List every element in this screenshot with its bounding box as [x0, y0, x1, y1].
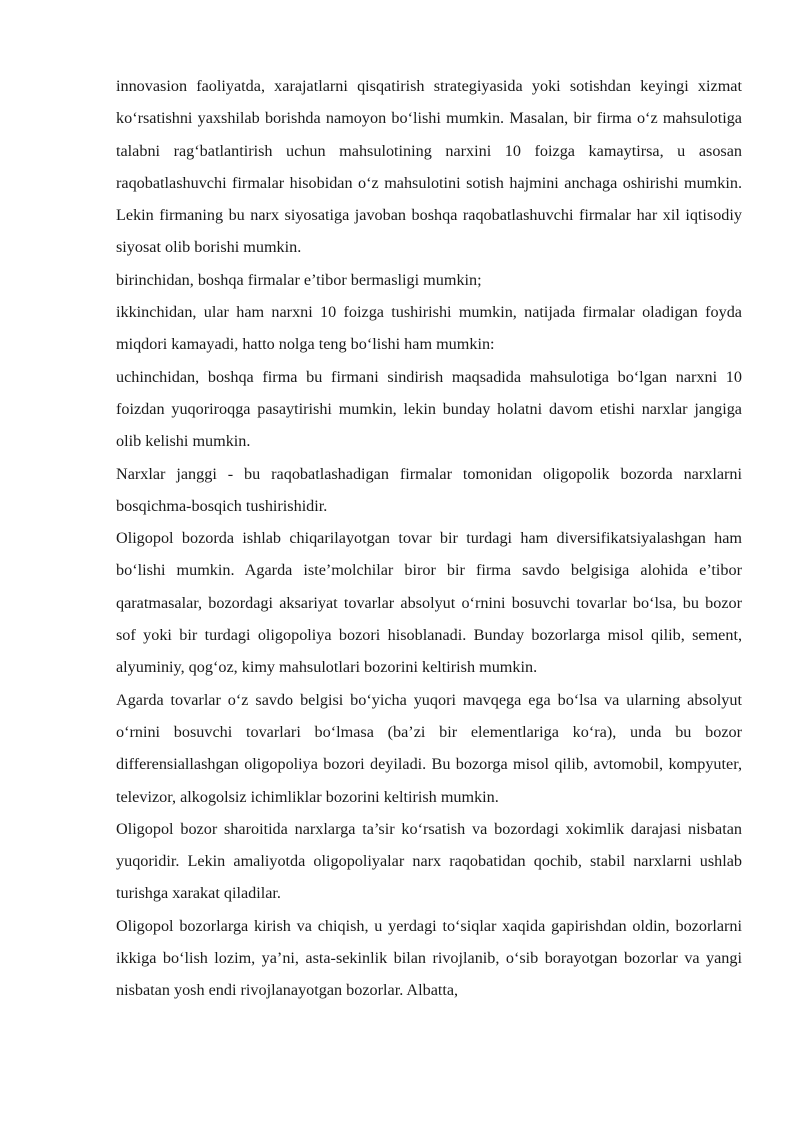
body-text	[116, 70, 742, 1007]
paragraph-1: innovasion faoliyatda, xarajatlarni qisqatirish strategiyasida yoki sotishdan keyingi xizmat ko‘rsatishni yaxshilab borishda namoyon bo‘lishi mumkin. Masalan, bir firma o‘z mahsulotiga talabni rag‘batlantirish uchun mahsulotining narxini 10 foizga kamaytirsa, u asosan raqobatlashuvchi firmalar hisobidan o‘z mahsulotini sotish hajmini anchaga oshirishi mumkin. Lekin firmaning bu narx siyosatiga javoban boshqa raqobatlashuvchi firmalar har xil iqtisodiy siyosat olib borishi mumkin.	[116, 77, 742, 257]
paragraph-8: Oligopol bozor sharoitida narxlarga ta’sir ko‘rsatish va bozordagi xokimlik darajasi nisbatan yuqoridir. Lekin amaliyotda oligopoliyalar narx raqobatidan qochib, stabil narxlarni ushlab turishga xarakat qiladilar.	[116, 819, 742, 903]
paragraph-2: birinchidan, boshqa firmalar e’tibor bermasligi mumkin;	[116, 270, 482, 289]
paragraph-4: uchinchidan, boshqa firma bu firmani sindirish maqsadida mahsulotiga bo‘lgan narxni 10 foizdan yuqoriroqga pasaytirishi mumkin, lekin bunday holatni davom etishi narxlar jangiga olib kelishi mumkin.	[116, 367, 742, 451]
paragraph-9: Oligopol bozorlarga kirish va chiqish, u yerdagi to‘siqlar xaqida gapirishdan oldin, bozorlarni ikkiga bo‘lish lozim, ya’ni, asta-sekinlik bilan rivojlanib, o‘sib borayotgan bozorlar va yangi nisbatan yosh endi rivojlanayotgan bozorlar. Albatta,	[116, 916, 742, 1000]
paragraph-3: ikkinchidan, ular ham narxni 10 foizga tushirishi mumkin, natijada firmalar oladigan foyda miqdori kamayadi, hatto nolga teng bo‘lishi ham mumkin:	[116, 303, 742, 354]
paragraph-6: Oligopol bozorda ishlab chiqarilayotgan tovar bir turdagi ham diversifikatsiyalashgan ham bo‘lishi mumkin. Agarda iste’molchilar biror bir firma savdo belgisiga alohida e’tibor qaratmasalar, bozordagi aksariyat tovarlar absolyut o‘rnini bosuvchi tovarlar bo‘lsa, bu bozor sof yoki bir turdagi oligopoliya bozori hisoblanadi. Bunday bozorlarga misol qilib, sement, alyuminiy, qog‘oz, kimy mahsulotlari bozorini keltirish mumkin.	[116, 529, 742, 677]
paragraph-5: Narxlar janggi - bu raqobatlashadigan firmalar tomonidan oligopolik bozorda narxlarni bosqichma-bosqich tushirishidir.	[116, 464, 742, 515]
paragraph-7: Agarda tovarlar o‘z savdo belgisi bo‘yicha yuqori mavqega ega bo‘lsa va ularning absolyut o‘rnini bosuvchi tovarlari bo‘lmasa (ba’zi bir elementlariga ko‘ra), unda bu bozor differensiallashgan oligopoliya bozori deyiladi. Bu bozorga misol qilib, avtomobil, kompyuter, televizor, alkogolsiz ichimliklar bozorini keltirish mumkin.	[116, 690, 742, 806]
